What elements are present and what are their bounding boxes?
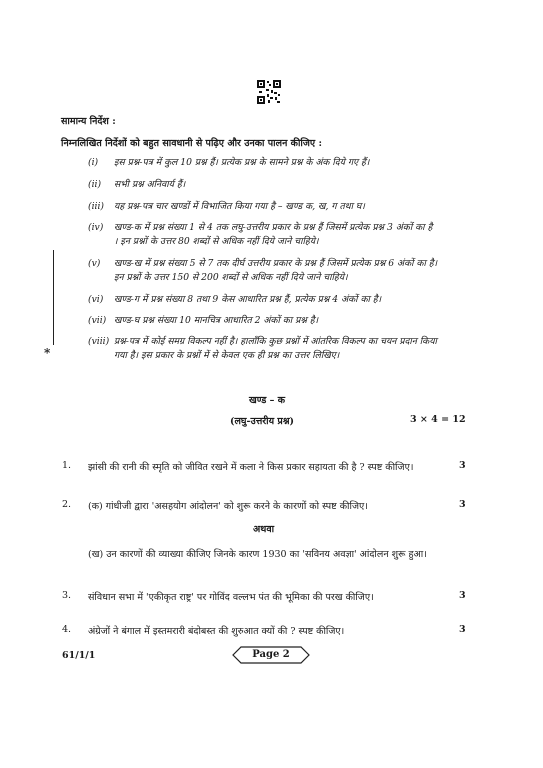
question-text: (क) गांधीजी द्वारा 'असहयोग आंदोलन' को शुरू करने के कारणों को स्पष्ट कीजिए।: [88, 501, 368, 512]
instruction-text: इस प्रश्न-पत्र में कुल 10 प्रश्न हैं। प्रत्येक प्रश्न के सामने प्रश्न के अंक दिये गए हैं।: [114, 157, 370, 168]
question-text: झांसी की रानी की स्मृति को जीवित रखने में कला ने किस प्रकार सहायता की है ? स्पष्ट कीजिए।: [88, 462, 414, 473]
instruction-text: खण्ड-ग में प्रश्न संख्या 8 तथा 9 केस आधारित प्रश्न हैं, प्रत्येक प्रश्न 4 अंकों का है।: [114, 294, 382, 305]
instruction-text: खण्ड-क में प्रश्न संख्या 1 से 4 तक लघु-उत्तरीय प्रकार के प्रश्न हैं जिसमें प्रत्येक प्रश्न 3 अंकों का है: [114, 222, 433, 233]
instruction-text: सभी प्रश्न अनिवार्य हैं।: [114, 179, 186, 190]
instruction-number: (iv): [88, 222, 104, 233]
margin-star: *: [44, 346, 51, 360]
instruction-i: [88, 156, 508, 170]
instruction-number: (vi): [88, 294, 104, 305]
read-carefully-heading: निम्नलिखित निर्देशों को बहुत सावधानी से पढ़िए और उनका पालन कीजिए :: [61, 138, 322, 149]
question-text: अंग्रेजों ने बंगाल में इस्तमरारी बंदोबस्त की शुरुआत क्यों की ? स्पष्ट कीजिए।: [88, 626, 345, 637]
question-marks: 3: [459, 499, 466, 510]
margin-line: [53, 250, 54, 345]
instruction-number: (i): [88, 157, 99, 168]
instruction-text: गया है। इस प्रकार के प्रश्नों में से केवल एक ही प्रश्न का उत्तर लिखिए।: [114, 350, 340, 361]
qr-code: [257, 80, 281, 104]
section-title: खण्ड – क: [249, 395, 286, 406]
instruction-text: इन प्रश्नों के उत्तर 150 से 200 शब्दों से अधिक नहीं दिये जाने चाहिये।: [114, 272, 348, 283]
instruction-viii: [88, 335, 508, 363]
instruction-vii: [88, 314, 508, 328]
general-instructions-heading: सामान्य निर्देश :: [61, 116, 116, 127]
instruction-number: (ii): [88, 179, 102, 190]
page-number: Page 2: [252, 649, 290, 660]
section-subtitle: (लघु-उत्तरीय प्रश्न): [230, 416, 295, 427]
instruction-text: । इन प्रश्नों के उत्तर 80 शब्दों से अधिक नहीं दिये जाने चाहिये।: [114, 236, 319, 247]
instruction-text: यह प्रश्न-पत्र चार खण्डों में विभाजित किया गया है – खण्ड क, ख, ग तथा घ।: [114, 201, 365, 212]
question-text: संविधान सभा में 'एकीकृत राष्ट्र' पर गोविंद वल्लभ पंत की भूमिका की परख कीजिए।: [88, 592, 374, 603]
instruction-ii: [88, 178, 508, 192]
question-marks: 3: [459, 624, 466, 635]
alt-question-text: (ख) उन कारणों की व्याख्या कीजिए जिनके कारण 1930 का 'सविनय अवज्ञा' आंदोलन शुरू हुआ।: [88, 549, 427, 560]
question-number: 3.: [62, 590, 72, 601]
instruction-number: (vii): [88, 315, 107, 326]
instruction-vi: [88, 293, 508, 307]
instruction-number: (viii): [88, 336, 110, 347]
instruction-iii: [88, 200, 508, 214]
instruction-text: खण्ड-ख में प्रश्न संख्या 5 से 7 तक दीर्घ उत्तरीय प्रकार के प्रश्न हैं जिसमें प्रत्येक प्रश्न 6 अंकों का है।: [114, 258, 438, 269]
or-label: अथवा: [253, 524, 275, 535]
paper-code: 61/1/1: [62, 650, 96, 661]
instruction-number: (v): [88, 258, 101, 269]
question-number: 4.: [62, 624, 72, 635]
question-marks: 3: [459, 460, 466, 471]
question-number: 1.: [62, 460, 72, 471]
instruction-iv: [88, 221, 508, 249]
question-number: 2.: [62, 499, 72, 510]
instruction-text: प्रश्न-पत्र में कोई समग्र विकल्प नहीं है। हालाँकि कुछ प्रश्नों में आंतरिक विकल्प का चयन प्रदान किया: [114, 336, 437, 347]
section-marks: 3 × 4 = 12: [410, 414, 466, 425]
instruction-text: खण्ड-घ प्रश्न संख्या 10 मानचित्र आधारित 2 अंकों का प्रश्न है।: [114, 315, 319, 326]
question-marks: 3: [459, 590, 466, 601]
instruction-v: [88, 257, 508, 285]
instruction-number: (iii): [88, 201, 104, 212]
